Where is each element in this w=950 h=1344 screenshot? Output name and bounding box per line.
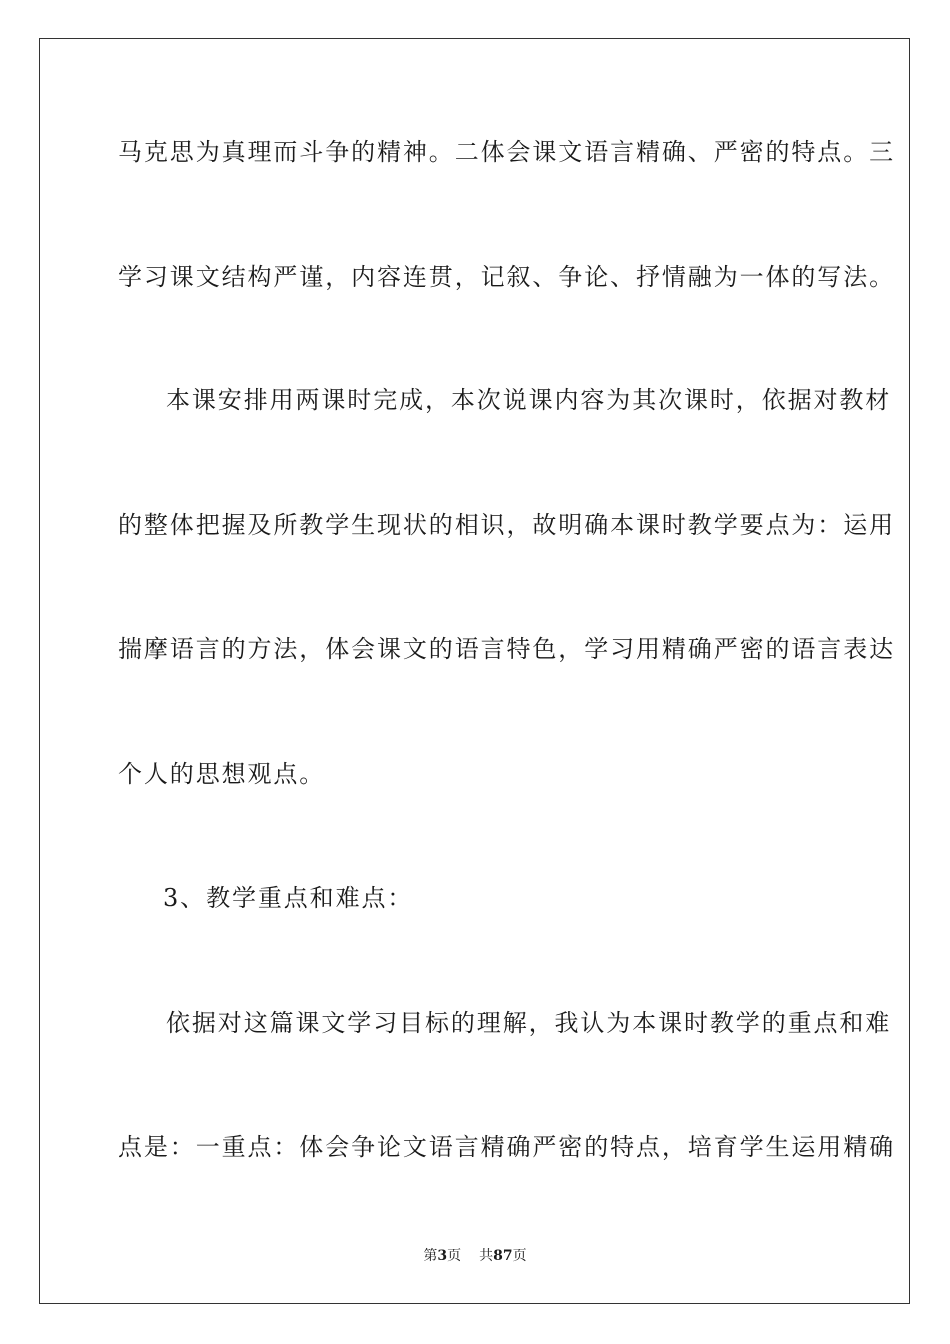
body-line-5: 揣摩语言的方法，体会课文的语言特色，学习用精确严密的语言表达 (118, 635, 895, 663)
body-line-6: 个人的思想观点。 (118, 760, 326, 788)
total-suffix: 页 (512, 1248, 527, 1264)
page-footer (0, 1247, 950, 1265)
body-line-2: 学习课文结构严谨，内容连贯，记叙、争论、抒情融为一体的写法。 (118, 263, 895, 291)
body-line-3-indented: 本课安排用两课时完成，本次说课内容为其次课时，依据对教材 (166, 386, 892, 414)
page-border (39, 38, 910, 1304)
page-number: 3 (437, 1248, 448, 1264)
total-prefix: 共 (479, 1248, 494, 1264)
body-line-4: 的整体把握及所教学生现状的相识，故明确本课时教学要点为：运用 (118, 511, 895, 539)
body-line-1: 马克思为真理而斗争的精神。二体会课文语言精确、严密的特点。三 (118, 138, 895, 166)
total-pages: 87 (493, 1248, 513, 1264)
body-line-8-indented: 依据对这篇课文学习目标的理解，我认为本课时教学的重点和难 (166, 1009, 892, 1037)
page-suffix: 页 (447, 1248, 462, 1264)
body-line-9: 点是：一重点：体会争论文语言精确严密的特点，培育学生运用精确 (118, 1133, 895, 1161)
page-prefix: 第 (423, 1248, 438, 1264)
section-heading: 3、教学重点和难点： (163, 884, 414, 912)
